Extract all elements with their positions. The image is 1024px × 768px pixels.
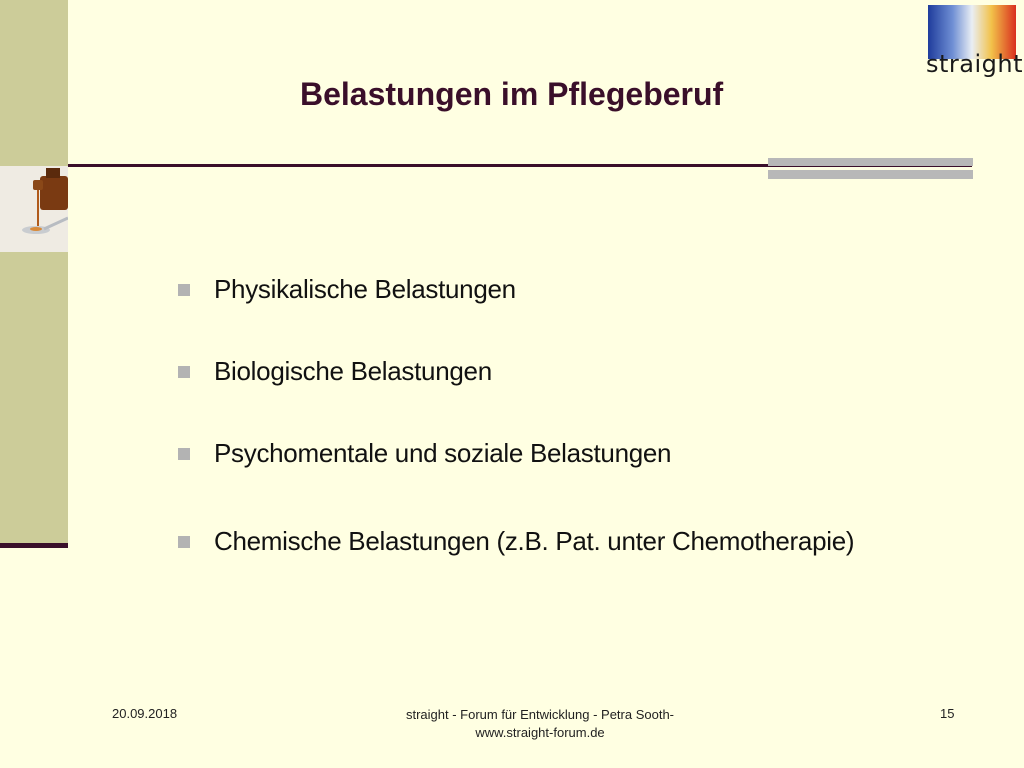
slide-title: Belastungen im Pflegeberuf xyxy=(300,76,724,112)
footer-page-number: 15 xyxy=(940,706,955,721)
footer-date: 20.09.2018 xyxy=(112,706,178,721)
footer-center xyxy=(340,706,740,742)
footer-center-line2: www.straight-forum.de xyxy=(475,725,605,740)
medicine-bottle-image xyxy=(0,166,68,252)
square-bullet-icon xyxy=(178,366,190,378)
left-band-rule xyxy=(0,543,68,548)
square-bullet-icon xyxy=(178,284,190,296)
left-decorative-band xyxy=(0,0,68,548)
logo-text: straight xyxy=(926,50,1024,78)
bullet-text: Psychomentale und soziale Belastungen xyxy=(214,438,672,468)
square-bullet-icon xyxy=(178,448,190,460)
bullet-text: Physikalische Belastungen xyxy=(214,274,516,304)
title-accent-bars xyxy=(768,158,973,180)
bullet-text: Biologische Belastungen xyxy=(214,356,492,386)
medicine-bottle-icon xyxy=(0,166,68,252)
footer-center-line1: straight - Forum für Entwicklung - Petra Sooth- xyxy=(405,707,675,722)
bullet-text: Chemische Belastungen (z.B. Pat. unter Chemotherapie) xyxy=(214,526,855,556)
square-bullet-icon xyxy=(178,536,190,548)
straight-logo xyxy=(926,3,1024,79)
